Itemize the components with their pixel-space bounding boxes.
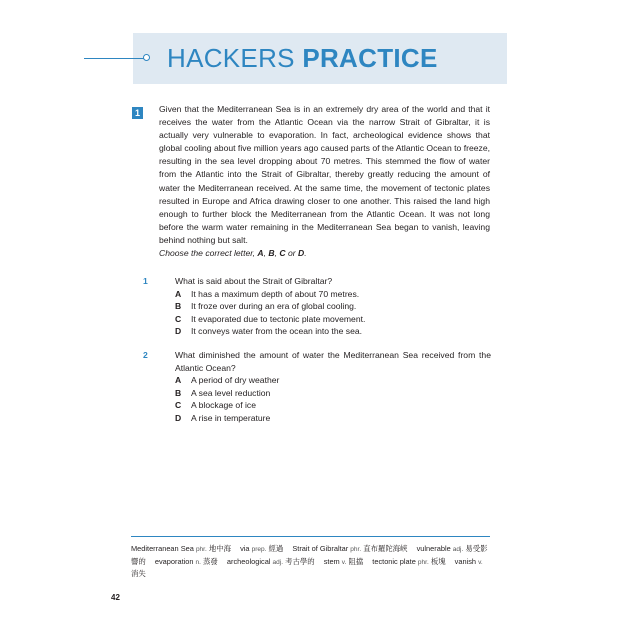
vocab-term: Mediterranean Sea <box>131 544 194 553</box>
option-text: It evaporated due to tectonic plate movement. <box>191 313 366 324</box>
option-letter: D <box>175 412 182 423</box>
vocab-term: Strait of Gibraltar <box>292 544 349 553</box>
vocab-meaning: 阻擋 <box>348 556 364 566</box>
vocab-meaning: 易受影響的 <box>131 544 488 566</box>
answer-option-b[interactable] <box>175 387 491 400</box>
option-letter: D <box>175 326 182 337</box>
question-2 <box>143 349 491 425</box>
vocab-pos: phr. <box>195 546 207 553</box>
vocab-term: vulnerable <box>416 544 451 553</box>
page-title-bold: PRACTICE <box>302 43 438 73</box>
option-text: A sea level reduction <box>191 387 271 398</box>
question-stem: What diminished the amount of water the Mediterranean Sea received from the Atlantic Ocean? <box>175 350 491 373</box>
vocab-meaning: 板塊 <box>430 556 446 566</box>
vocab-entry <box>227 557 315 566</box>
question-number: 2 <box>143 350 148 360</box>
vocab-entry <box>292 544 407 553</box>
option-text: It conveys water from the ocean into the sea. <box>191 326 363 337</box>
option-text: It froze over during an era of global cooling. <box>191 301 357 312</box>
vocabulary-divider <box>131 536 490 537</box>
vocab-entry <box>324 557 364 566</box>
answer-option-b[interactable] <box>175 300 491 313</box>
vocab-pos: phr. <box>417 558 429 566</box>
vocab-term: archeological <box>226 556 271 566</box>
page-title <box>167 40 438 76</box>
option-text: A period of dry weather <box>191 375 280 386</box>
option-letter: A <box>175 375 182 386</box>
vocab-entry <box>155 557 218 566</box>
vocab-pos: n. <box>195 558 201 566</box>
vocab-pos: v. <box>478 558 483 566</box>
option-text: A blockage of ice <box>191 400 256 411</box>
option-letter: B <box>175 301 182 312</box>
instruction-separator: or <box>285 248 299 258</box>
header-rule <box>84 58 144 59</box>
instruction-suffix: . <box>304 248 307 258</box>
instruction-letter-a: A <box>257 248 264 258</box>
vocab-term: tectonic plate <box>372 556 416 566</box>
vocabulary-list <box>131 543 491 580</box>
option-letter: A <box>175 288 182 299</box>
header-circle-icon <box>143 54 150 61</box>
vocab-entry <box>240 544 283 553</box>
answer-option-a[interactable] <box>175 374 491 387</box>
vocab-meaning: 直布羅陀海峽 <box>363 544 408 553</box>
vocab-entry <box>131 544 231 553</box>
vocab-meaning: 經過 <box>268 544 284 553</box>
vocab-pos: prep. <box>251 546 267 553</box>
vocab-meaning: 消失 <box>131 569 146 579</box>
vocab-pos: adj. <box>272 558 283 566</box>
question-number: 1 <box>143 276 148 286</box>
vocab-entry <box>372 557 445 566</box>
option-text: A rise in temperature <box>191 412 271 423</box>
option-letter: C <box>175 313 182 324</box>
answer-option-d[interactable] <box>175 325 491 338</box>
vocab-term: via <box>240 544 250 553</box>
answer-option-a[interactable] <box>175 288 491 301</box>
answer-option-c[interactable] <box>175 313 491 326</box>
page-number: 42 <box>111 593 120 602</box>
instruction-letter-d: D <box>298 248 305 258</box>
instruction <box>159 248 307 258</box>
vocab-pos: phr. <box>350 546 362 553</box>
page-title-light: HACKERS <box>167 43 295 73</box>
instruction-prefix: Choose the correct letter, <box>159 248 258 258</box>
instruction-separator: , <box>274 248 280 258</box>
instruction-letter-b: B <box>268 248 275 258</box>
vocab-meaning: 考古學的 <box>285 556 315 566</box>
instruction-letter-c: C <box>279 248 286 258</box>
vocab-pos: adj. <box>452 546 464 553</box>
instruction-separator: , <box>263 248 269 258</box>
vocab-term: stem <box>323 556 340 566</box>
option-text: It has a maximum depth of about 70 metres. <box>191 288 360 299</box>
answer-option-d[interactable] <box>175 412 491 425</box>
vocab-term: evaporation <box>154 556 194 566</box>
vocab-meaning: 地中海 <box>208 544 232 553</box>
vocab-pos: v. <box>341 558 347 566</box>
passage-number-badge: 1 <box>132 107 143 119</box>
option-letter: C <box>175 400 182 411</box>
option-letter: B <box>175 387 182 398</box>
vocab-term: vanish <box>454 556 477 566</box>
question-1 <box>143 275 491 338</box>
question-stem: What is said about the Strait of Gibraltar? <box>175 276 333 286</box>
answer-option-c[interactable] <box>175 399 491 412</box>
passage-text: Given that the Mediterranean Sea is in an extremely dry area of the world and that it receives the water from the Atlantic Ocean via the narrow Strait of Gibraltar, it is actually very vulnerable to evaporation. In fact, archeological evidence shows that global cooling about five million years ago caused parts of the Atlantic Ocean to freeze, resulting in the sea level dropping about 70 metres. This stemmed the flow of water from the Atlantic into the Strait of Gibraltar, thereby greatly reducing the amount of water the Mediterranean received. At the same time, the movement of tectonic plates resulted in Europe and Africa drawing closer to one another. This raised the land high enough to further block the Mediterranean from the Atlantic Ocean. It was not long before the warm water remaining in the Mediterranean Sea began to vanish, leaving behind nothing but salt. <box>159 104 490 245</box>
vocab-meaning: 蒸發 <box>203 556 218 566</box>
